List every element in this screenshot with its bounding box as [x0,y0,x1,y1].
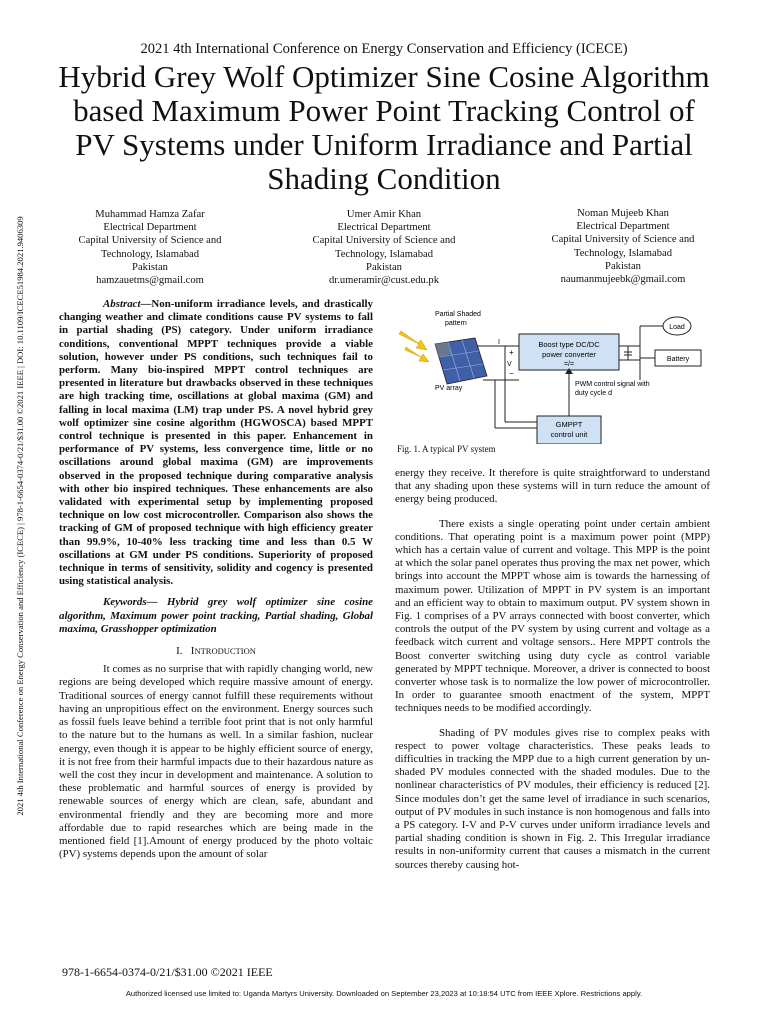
label-voltage: V [507,361,512,368]
sidebar-text: 2021 4th International Conference on Energy Conservation and Efficiency (ICECE) | 978-1-6654-0374-0/21/$31.00 ©2021 IEEE | DOI: 10.1109/ICECE51984.2021.9406309 [15,216,25,816]
section-title-initial: I [190,645,195,658]
label-gmppt-2: control unit [550,430,588,439]
author-country: Pakistan [366,261,402,273]
keywords-label: Keywords— [103,596,158,609]
label-pwm-1: PWM control signal with [575,381,650,388]
label-current: I [498,339,500,346]
keywords-text: Hybrid grey wolf optimizer sine cosine algorithm, Maximum power point tracking, Partial shading, Global maxima, Grasshopper optimization [59,596,373,635]
author-institution-2: Technology, Islamabad [573,247,672,259]
author-name: Noman Mujeeb Khan [577,208,669,219]
conference-header: 2021 4th International Conference on Energy Conservation and Efficiency (ICECE) [140,41,628,57]
author-name: Umer Amir Khan [346,209,422,220]
author-email[interactable]: hamzauetms@gmail.com [96,275,204,287]
author-email[interactable]: naumanmujeebk@gmail.com [560,274,686,286]
left-column [59,298,373,861]
author-block-3 [508,207,738,286]
paragraph-shading: Shading of PV modules gives rise to complex peaks with respect to power voltage characteristics. These peaks leads to difficulties in tracking the MPP due to a high current generation by un-shaded PV modules connected with the shaded modules. Due to the nonlinear characteristics of PV modules, their efficiency is reduced [2]. Since modules don’t get the same level of irradiance in such scenarios, output of PV modules in such instance is non homogenous and falls into a PS category. I-V and P-V curves under uniform irradiance levels and partial shading condition is shown in Fig. 2. This Irregular irradiance results in non-uniformity current that causes a mismatch in the current sources thereby causing hot- [395,726,710,871]
paper-title [40,60,728,196]
title-line-3: PV Systems under Uniform Irradiance and Partial [75,127,693,162]
author-block-2 [269,208,499,287]
author-institution-2: Technology, Islamabad [100,248,199,260]
figure-pv-system [395,304,717,444]
author-country: Pakistan [605,260,641,272]
copyright-sidebar [11,176,29,856]
keywords [59,596,373,636]
abstract [59,298,373,588]
author-email[interactable]: dr.umeramir@cust.edu.pk [328,275,440,287]
section-heading-introduction [59,645,373,658]
label-battery: Battery [666,356,690,363]
label-boost-3: =/= [563,361,575,368]
label-plus: + [509,348,514,357]
label-pwm-2: duty cycle d [575,390,612,397]
title-line-2: based Maximum Power Point Tracking Control of [73,93,695,128]
paragraph-mpp: There exists a single operating point under certain ambient conditions. That operating point is a maximum power point (MPP) which has a certain value of current and voltage. This MPP is the point at which the solar panel operates thus proving the max net power, which brings into account the MPPT whose aim is towards the harnessing of maximum power. Utilization of MPPT in PV system is an important and an efficient way to obtain to maximum output. PV system shown in Fig. 1 comprises of a PV arrays connected with boost converter, which controls the output of the PV system by using current and voltage as a feedback witch current and voltage sensors.. Here MPPT controls the Boost converter switching using duty cycle as control variable generated by MPPT technique. Moreover, a driver is connected to boost converter whose task is to normalize the low power of microcontroller. In order to guarantee smooth enactment of the system, MPPT techniques needs to be modified accordingly. [395,517,710,715]
label-minus: − [509,369,514,378]
author-dept: Electrical Department [337,222,431,234]
label-partial-shaded: Partial Shaded [435,311,481,318]
label-pv-array: PV array [435,385,463,392]
title-line-1: Hybrid Grey Wolf Optimizer Sine Cosine Algorithm [58,59,710,94]
author-institution-2: Technology, Islamabad [334,248,433,260]
label-gmppt-1: GMPPT [555,420,583,429]
label-load: Load [669,324,685,331]
footer-isbn: 978-1-6654-0374-0/21/$31.00 ©2021 IEEE [62,965,273,979]
label-boost-2: power converter [542,350,596,359]
intro-paragraph-1: It comes as no surprise that with rapidly changing world, new regions are being developed which require massive amount of energy. Traditional sources of energy cannot fulfill these requirements without having an unpropitious effect on the environment. Energy sources such as fossil fuels leave behind a terrible foot print that is not only harmful to the nature but to the humans as well. In a similar fashion, nuclear energy, even though it is appear to be highly efficient source of energy, it is not free from their harmful impacts due to their hazardous nature as well the cost they incur in development and maintenance. A solution to these problematic and harmful sources of energy is provided by renewable sources of energy which are clean, safe, abundant and environmental friendly and they are becoming more and more affordable due to rapid researches which are being made in the mentioned field [1].Amount of energy produced by the photo voltaic (PV) systems depends upon the amount of solar [59,663,373,861]
author-dept: Electrical Department [576,221,670,233]
author-institution: Capital University of Science and [551,234,695,246]
paragraph-continued: energy they receive. It therefore is quite straightforward to understand that any shading upon these systems will in turn reduce the amount of energy being produced. [395,467,710,506]
author-institution: Capital University of Science and [312,235,456,247]
abstract-text: —Non-uniform irradiance levels, and drastically changing weather and climate conditions cause PV systems to fall in partial shading (PS) category. Under uniform irradiance conditions, conventional MPPT techniques provide a viable solution, however under PS conditions, such techniques fail to perform. Many bio-inspired MPPT control techniques are presented in literature but drawbacks observed in these techniques are high tracking time, oscillations at global maxima (GM) and falling in local maxima (LM) trap under PS. A novel hybrid grey wolf optimizer sine cosine algorithm (HGWOSCA) based MPPT control technique is presented in this paper. Enhancement in performance of PV systems, less convergence time, little or no oscillations around global maxima (GM) are improvements observed in the proposed technique during comparative analysis with other bio inspired techniques. These enhancements are also validated with experimental setup by implementing proposed technique on low cost microcontroller. Comparison also shows the tracking of GM of proposed technique with high efficiency greater than 99.9%, 10-40% less tracking time and less than 0.5 W oscillations at GM under PS conditions. Superiority of proposed technique in terms of sensitivity, solidity and cogency is presented using statistical analysis. [59,298,373,588]
author-dept: Electrical Department [103,222,197,234]
sun-arrows [399,331,429,362]
author-institution: Capital University of Science and [78,235,222,247]
figure-1-caption: Fig. 1. A typical PV system [397,444,496,454]
license-notice: Authorized licensed use limited to: Uganda Martyrs University. Downloaded on September 23,2023 at 10:18:54 UTC from IEEE Xplore. Restrictions apply. [125,989,643,998]
label-boost-1: Boost type DC/DC [538,340,600,349]
author-name: Muhammad Hamza Zafar [95,209,205,220]
title-line-4: Shading Condition [267,161,501,196]
author-block-1 [35,208,265,287]
section-number: I. [176,645,183,658]
pv-array-panel [435,338,487,384]
author-country: Pakistan [132,261,168,273]
abstract-label: Abstract [103,298,141,310]
label-pattern: pattern [445,320,467,327]
section-title-rest: NTRODUCTION [194,646,256,657]
right-column [395,467,710,872]
